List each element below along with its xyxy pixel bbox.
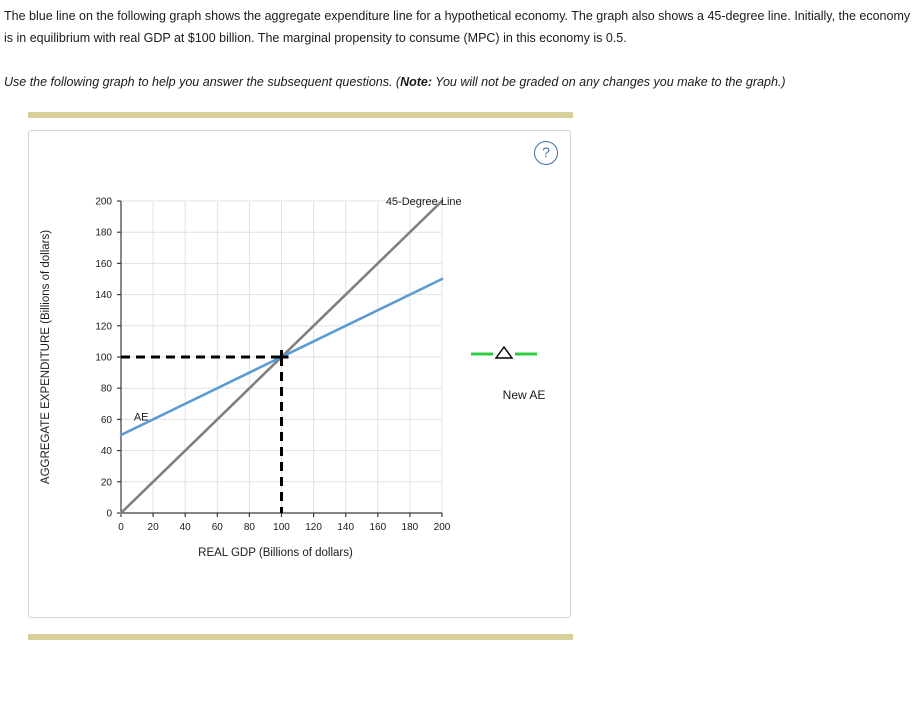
y-tick-label: 20 — [100, 476, 112, 488]
y-tick-label: 60 — [100, 414, 112, 426]
prompt-line-2 — [4, 72, 914, 94]
question-prompt — [0, 0, 922, 94]
x-tick-label: 160 — [369, 521, 387, 533]
x-tick-label: 120 — [305, 521, 322, 533]
legend-marker-new-ae[interactable] — [469, 346, 539, 362]
y-tick-label: 80 — [100, 383, 112, 395]
chart-legend — [469, 346, 579, 402]
x-tick-label: 100 — [273, 521, 290, 533]
x-tick-label: 180 — [401, 521, 419, 533]
y-tick-label: 180 — [95, 227, 112, 239]
legend-label-new-ae: New AE — [502, 387, 546, 402]
help-icon[interactable]: ? — [534, 141, 558, 165]
y-tick-label: 140 — [95, 289, 112, 301]
prompt-note-label: Note: — [400, 74, 433, 89]
prompt-line-1: The blue line on the following graph shows the aggregate expenditure line for a hypothetical economy. The graph also shows a 45-degree line. Initially, the economy is in equilibrium with real GDP at $100 billion. The marginal propensity to consume (MPC) in this economy is 0.5. — [4, 9, 911, 45]
y-axis-title: AGGREGATE EXPENDITURE (Billions of dollars) — [40, 229, 52, 484]
x-tick-label: 60 — [211, 521, 223, 533]
x-axis-title: REAL GDP (Billions of dollars) — [198, 546, 353, 559]
divider-top — [28, 112, 573, 118]
y-tick-label: 100 — [95, 352, 112, 364]
y-tick-label: 120 — [95, 320, 112, 332]
y-tick-label: 0 — [106, 508, 112, 520]
series-label-2: AE — [133, 410, 149, 423]
y-tick-label: 200 — [95, 196, 112, 208]
x-tick-label: 140 — [337, 521, 355, 533]
series-label-1: 45-Degree Line — [385, 195, 462, 208]
x-tick-label: 80 — [243, 521, 255, 533]
prompt-line-2-post: You will not be graded on any changes you make to the graph.) — [432, 74, 786, 89]
divider-bottom — [28, 634, 573, 640]
graph-panel — [28, 130, 571, 618]
x-tick-label: 200 — [433, 521, 451, 533]
x-tick-label: 0 — [118, 521, 124, 533]
x-tick-label: 20 — [147, 521, 159, 533]
x-tick-label: 40 — [179, 521, 191, 533]
y-tick-label: 160 — [95, 258, 112, 270]
prompt-line-2-pre: Use the following graph to help you answer the subsequent questions. ( — [4, 74, 401, 89]
y-tick-label: 40 — [100, 445, 112, 457]
